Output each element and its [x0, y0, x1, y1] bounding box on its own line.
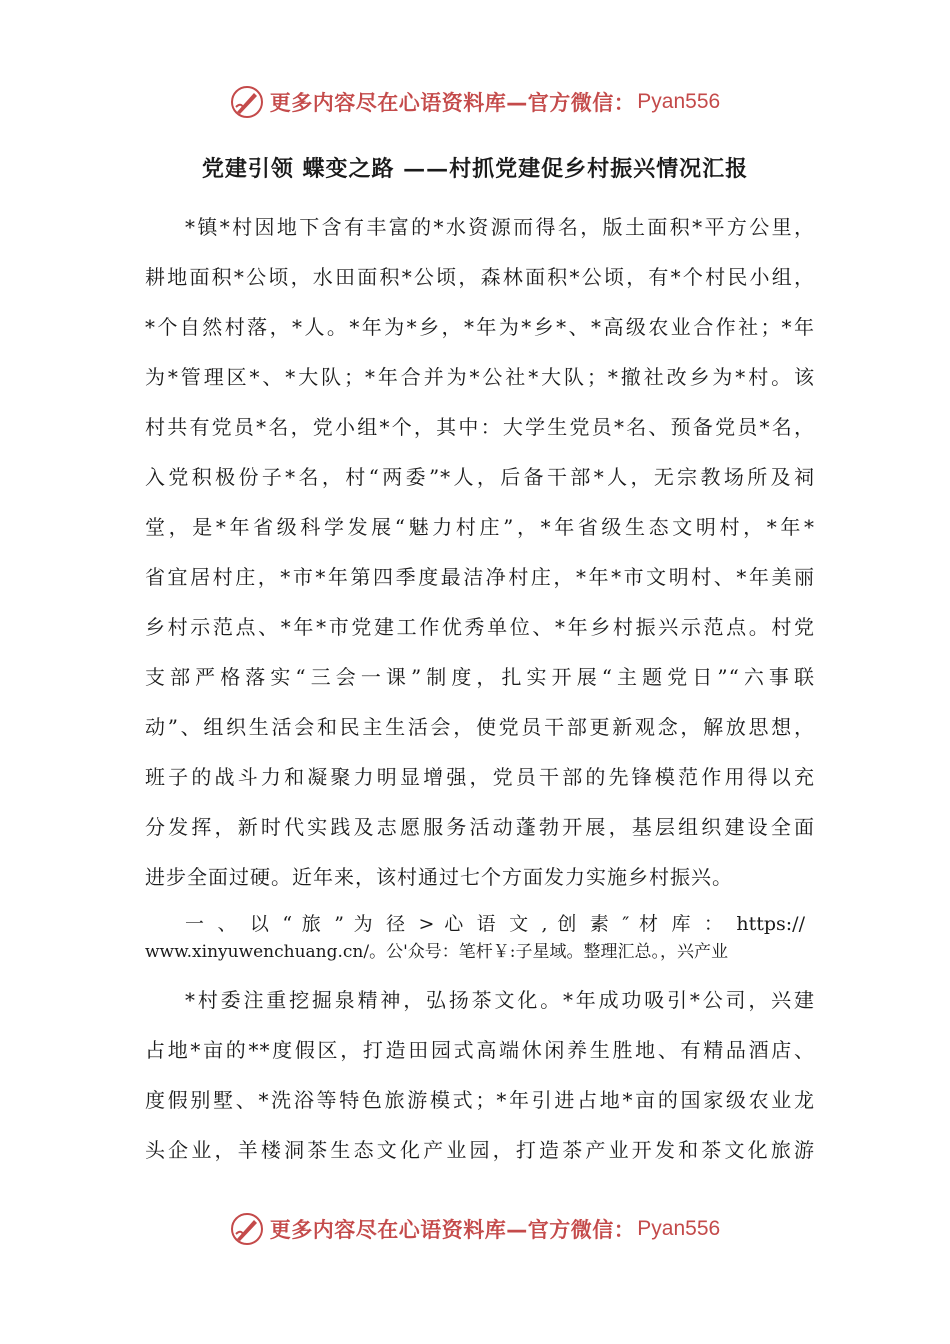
intro-line: *个自然村落，*人。*年为*乡，*年为*乡*、*高级农业合作社；*年: [145, 315, 815, 339]
intro-line: 耕地面积*公顷，水田面积*公顷，森林面积*公顷，有*个村民小组，: [145, 265, 815, 289]
document-title: 党建引领 蝶变之路 ——村抓党建促乡村振兴情况汇报: [201, 156, 749, 182]
footer-banner: [0, 1207, 950, 1251]
section-1-heading: [145, 910, 805, 966]
intro-line: *镇*村因地下含有丰富的*水资源而得名，版土面积*平方公里，: [185, 215, 815, 239]
intro-line: 进步全面过硬。近年来，该村通过七个方面发力实施乡村振兴。: [145, 865, 733, 889]
quill-pen-logo-icon: [230, 1212, 264, 1246]
intro-line: 动”、组织生活会和民主生活会，使党员干部更新观念，解放思想，: [145, 715, 815, 739]
intro-line: 为*管理区*、*大队；*年合并为*公社*大队；*撤社改乡为*村。该: [145, 365, 815, 389]
banner-wechat-handle: Pyan556: [637, 90, 721, 113]
section-1-line: 度假别墅、*洗浴等特色旅游模式；*年引进占地*亩的国家级农业龙: [145, 1088, 815, 1112]
header-banner: [0, 80, 950, 124]
section-1-heading-line: 一 、 以 “ 旅 ” 为 径 > 心 语 文 , 创 素 ″ 材 库 ： https://: [185, 913, 805, 935]
section-1-heading-line: www.xinyuwenchuang.cn/。公'众号：笔杆￥:子星域。整理汇总。，兴产业: [145, 942, 729, 962]
section-1-line: 头企业，羊楼洞茶生态文化产业园，打造茶产业开发和茶文化旅游: [145, 1138, 815, 1162]
intro-paragraph: [145, 202, 815, 902]
section-1-paragraph: [145, 975, 815, 1175]
section-1-line: 占地*亩的**度假区，打造田园式高端休闲养生胜地、有精品酒店、: [145, 1038, 815, 1062]
intro-line: 乡村示范点、*年*市党建工作优秀单位、*年乡村振兴示范点。村党: [145, 615, 815, 639]
intro-line: 入党积极份子*名，村“两委”*人，后备干部*人，无宗教场所及祠: [145, 465, 815, 489]
section-1-line: *村委注重挖掘泉精神，弘扬茶文化。*年成功吸引*公司，兴建: [185, 988, 815, 1012]
banner-text: 更多内容尽在心语资料库—官方微信：: [269, 1218, 636, 1242]
banner-wechat-handle: Pyan556: [637, 1217, 721, 1240]
intro-line: 支部严格落实“三会一课”制度，扎实开展“主题党日”“六事联: [145, 665, 815, 689]
intro-line: 班子的战斗力和凝聚力明显增强，党员干部的先锋模范作用得以充: [145, 765, 815, 789]
intro-line: 省宜居村庄，*市*年第四季度最洁净村庄，*年*市文明村、*年美丽: [145, 565, 815, 589]
intro-line: 堂，是*年省级科学发展“魅力村庄”，*年省级生态文明村，*年*: [145, 515, 815, 539]
banner-text: 更多内容尽在心语资料库—官方微信：: [269, 91, 636, 115]
intro-line: 村共有党员*名，党小组*个，其中：大学生党员*名、预备党员*名，: [145, 415, 815, 439]
quill-pen-logo-icon: [230, 85, 264, 119]
intro-line: 分发挥，新时代实践及志愿服务活动蓬勃开展，基层组织建设全面: [145, 815, 815, 839]
